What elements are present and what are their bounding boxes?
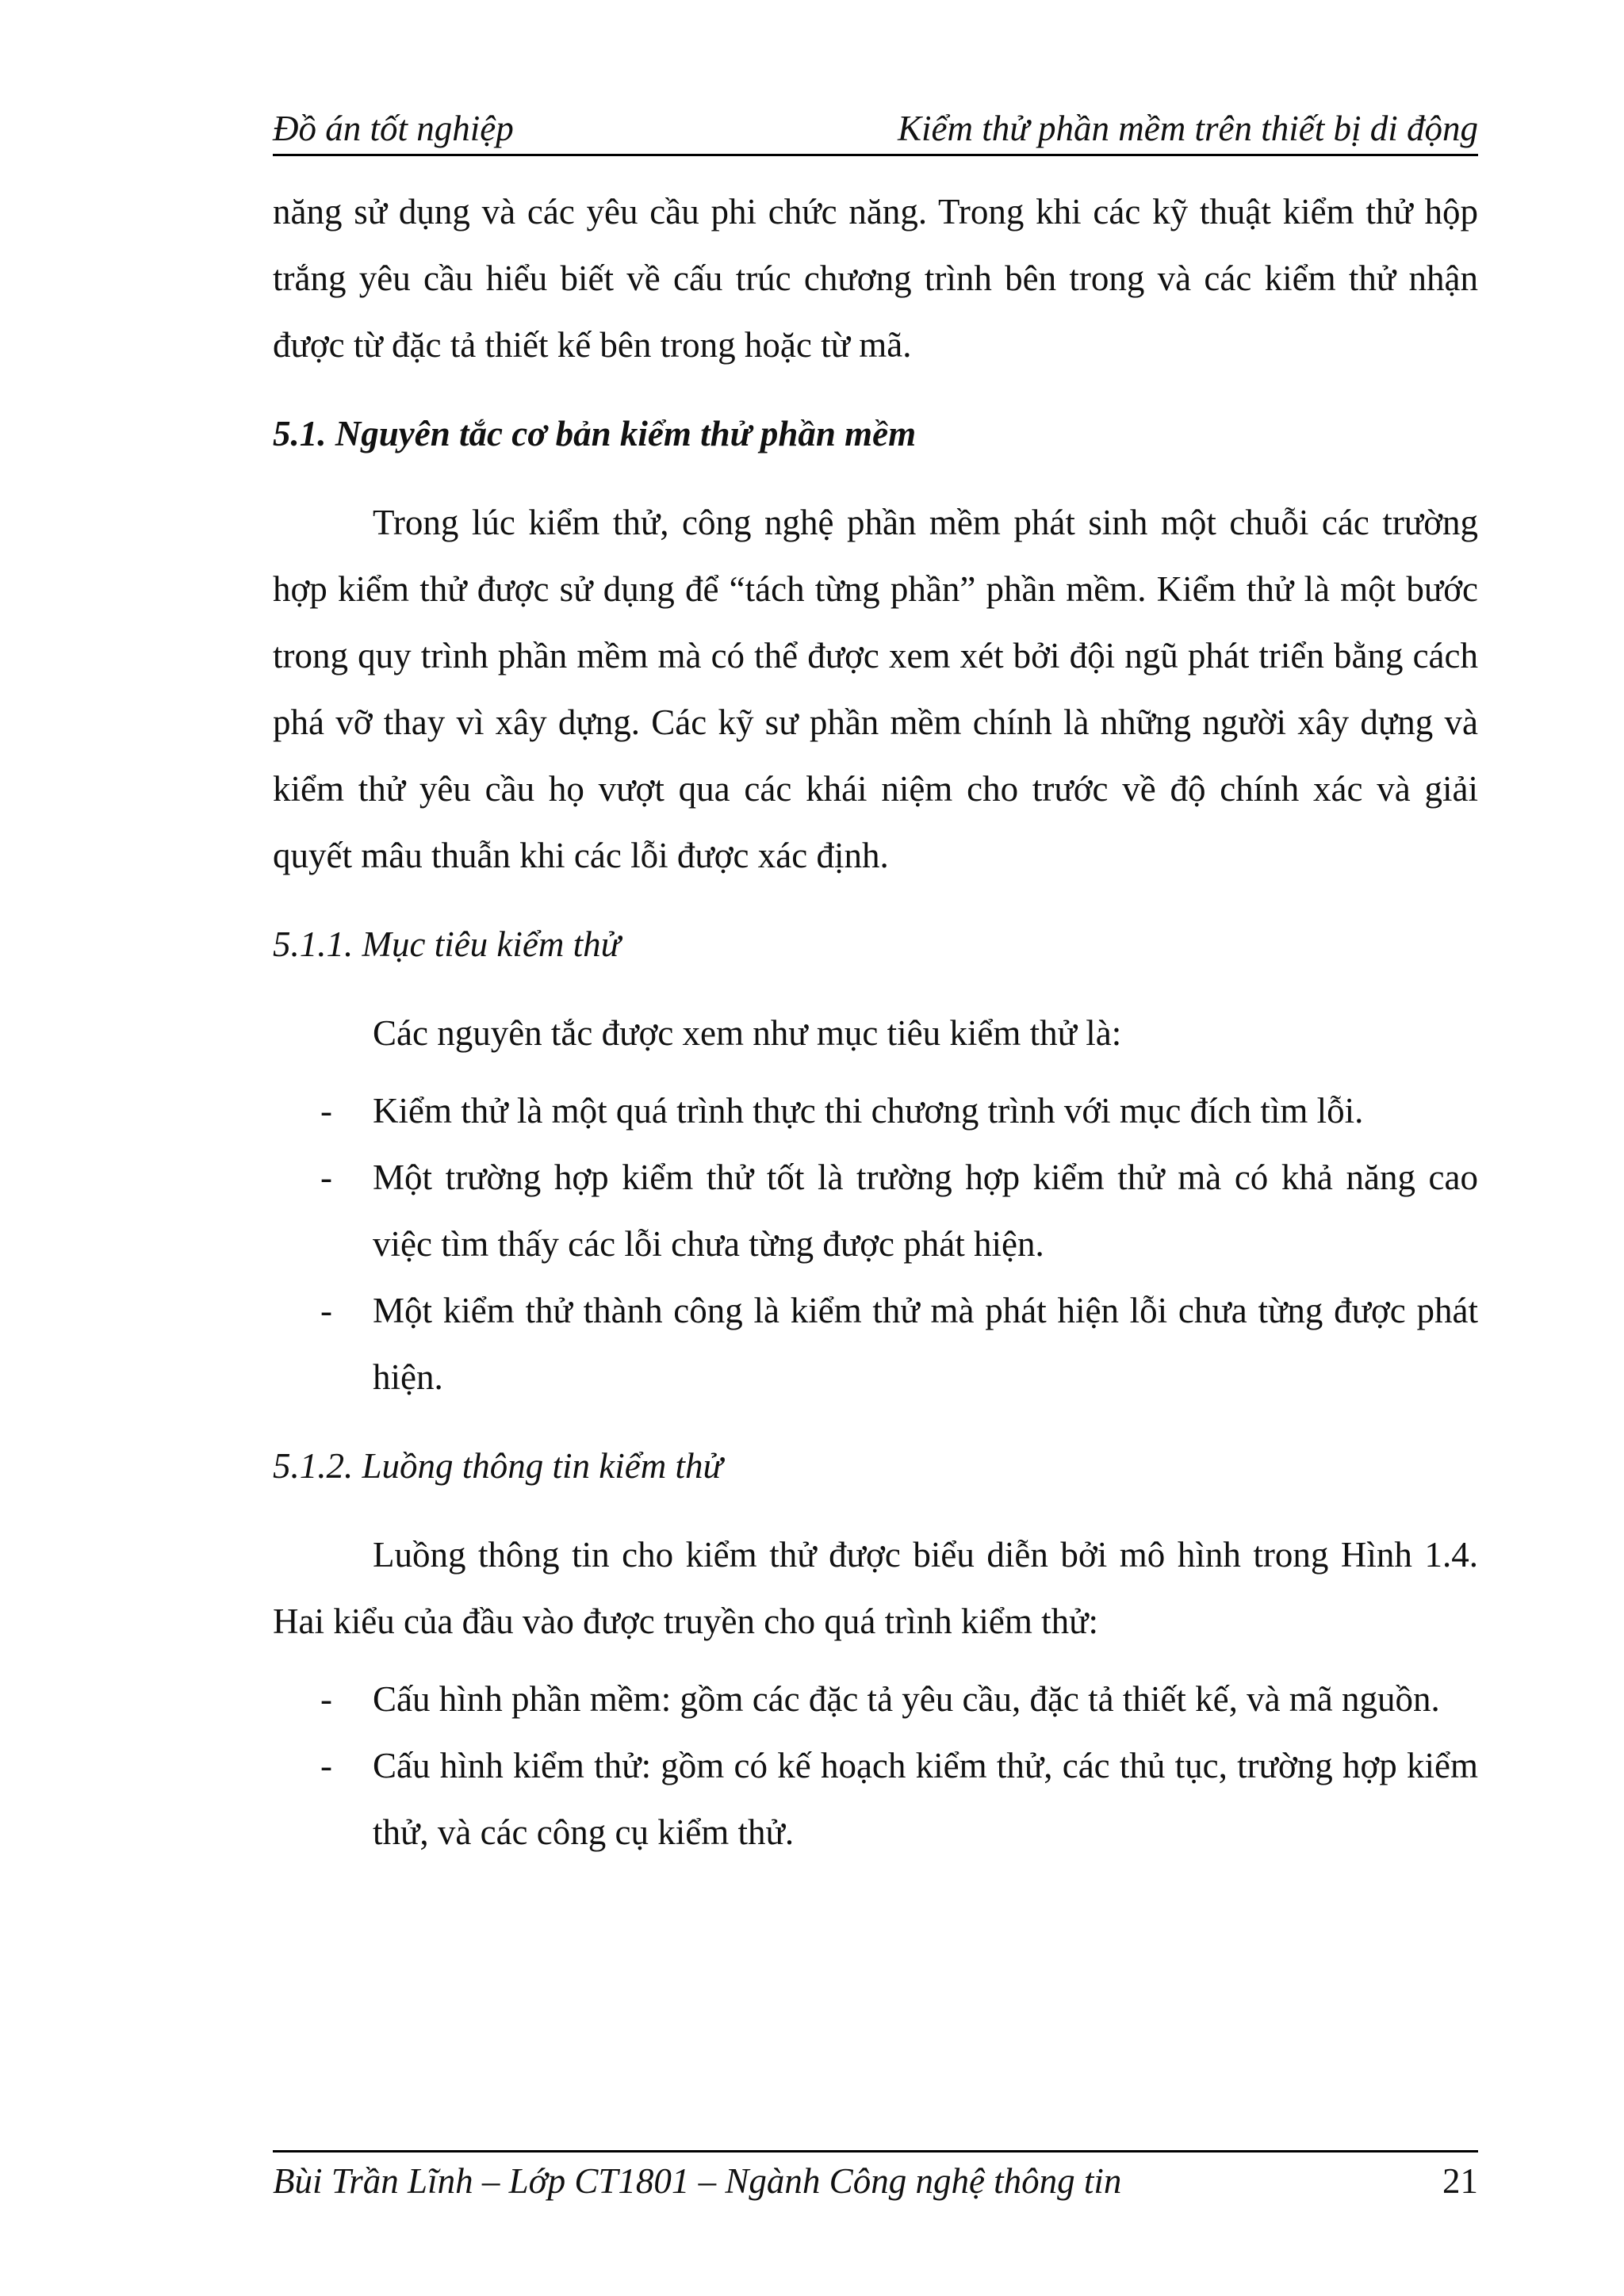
list-item xyxy=(273,1666,1478,1732)
section-5-1-2-paragraph: Luồng thông tin cho kiểm thử được biểu diễn bởi mô hình trong Hình 1.4. Hai kiểu của đầu vào được truyền cho quá trình kiểm thử: xyxy=(273,1535,1478,1641)
dash-bullet: - xyxy=(320,1746,332,1785)
list-item xyxy=(273,1077,1478,1144)
header-left-title: Đồ án tốt nghiệp xyxy=(273,109,514,148)
list-item xyxy=(273,1732,1478,1866)
section-heading-5-1-2: 5.1.2. Luồng thông tin kiểm thử xyxy=(273,1446,723,1486)
list-item xyxy=(273,1277,1478,1410)
list-item-text: Cấu hình phần mềm: gồm các đặc tả yêu cầu, đặc tả thiết kế, và mã nguồn. xyxy=(373,1679,1440,1719)
inputs-list xyxy=(273,1666,1478,1866)
intro-paragraph: năng sử dụng và các yêu cầu phi chức năng. Trong khi các kỹ thuật kiểm thử hộp trắng yêu cầu hiểu biết về cấu trúc chương trình bên trong và các kiểm thử nhận được từ đặc tả thiết kế bên trong hoặc từ mã. xyxy=(273,192,1478,365)
footer-author: Bùi Trần Lĩnh – Lớp CT1801 – Ngành Công nghệ thông tin xyxy=(273,2161,1122,2201)
dash-bullet: - xyxy=(320,1291,332,1330)
section-heading-5-1-1: 5.1.1. Mục tiêu kiểm thử xyxy=(273,924,621,964)
section-5-1-1-intro: Các nguyên tắc được xem như mục tiêu kiểm thử là: xyxy=(373,1013,1122,1053)
list-item-text: Cấu hình kiểm thử: gồm có kế hoạch kiểm thử, các thủ tục, trường hợp kiểm thử, và các công cụ kiểm thử. xyxy=(373,1746,1478,1852)
page-number: 21 xyxy=(1442,2161,1478,2201)
page-content xyxy=(273,178,1478,1866)
dash-bullet: - xyxy=(320,1679,332,1719)
list-item-text: Một trường hợp kiểm thử tốt là trường hợp kiểm thử mà có khả năng cao việc tìm thấy các lỗi chưa từng được phát hiện. xyxy=(373,1158,1478,1264)
list-item-text: Một kiểm thử thành công là kiểm thử mà phát hiện lỗi chưa từng được phát hiện. xyxy=(373,1291,1478,1397)
header-right-title: Kiểm thử phần mềm trên thiết bị di động xyxy=(898,109,1478,148)
list-item-text: Kiểm thử là một quá trình thực thi chương trình với mục đích tìm lỗi. xyxy=(373,1091,1364,1131)
section-5-1-paragraph: Trong lúc kiểm thử, công nghệ phần mềm phát sinh một chuỗi các trường hợp kiểm thử được sử dụng để “tách từng phần” phần mềm. Kiểm thử là một bước trong quy trình phần mềm mà có thể được xem xét bởi đội ngũ phát triển bằng cách phá vỡ thay vì xây dựng. Các kỹ sư phần mềm chính là những người xây dựng và kiểm thử yêu cầu họ vượt qua các khái niệm cho trước về độ chính xác và giải quyết mâu thuẫn khi các lỗi được xác định. xyxy=(273,503,1478,875)
dash-bullet: - xyxy=(320,1158,332,1197)
list-item xyxy=(273,1144,1478,1277)
page-footer xyxy=(273,2150,1478,2202)
objectives-list xyxy=(273,1077,1478,1410)
page-header xyxy=(273,94,1478,156)
dash-bullet: - xyxy=(320,1091,332,1131)
section-heading-5-1: 5.1. Nguyên tắc cơ bản kiểm thử phần mềm xyxy=(273,414,917,453)
